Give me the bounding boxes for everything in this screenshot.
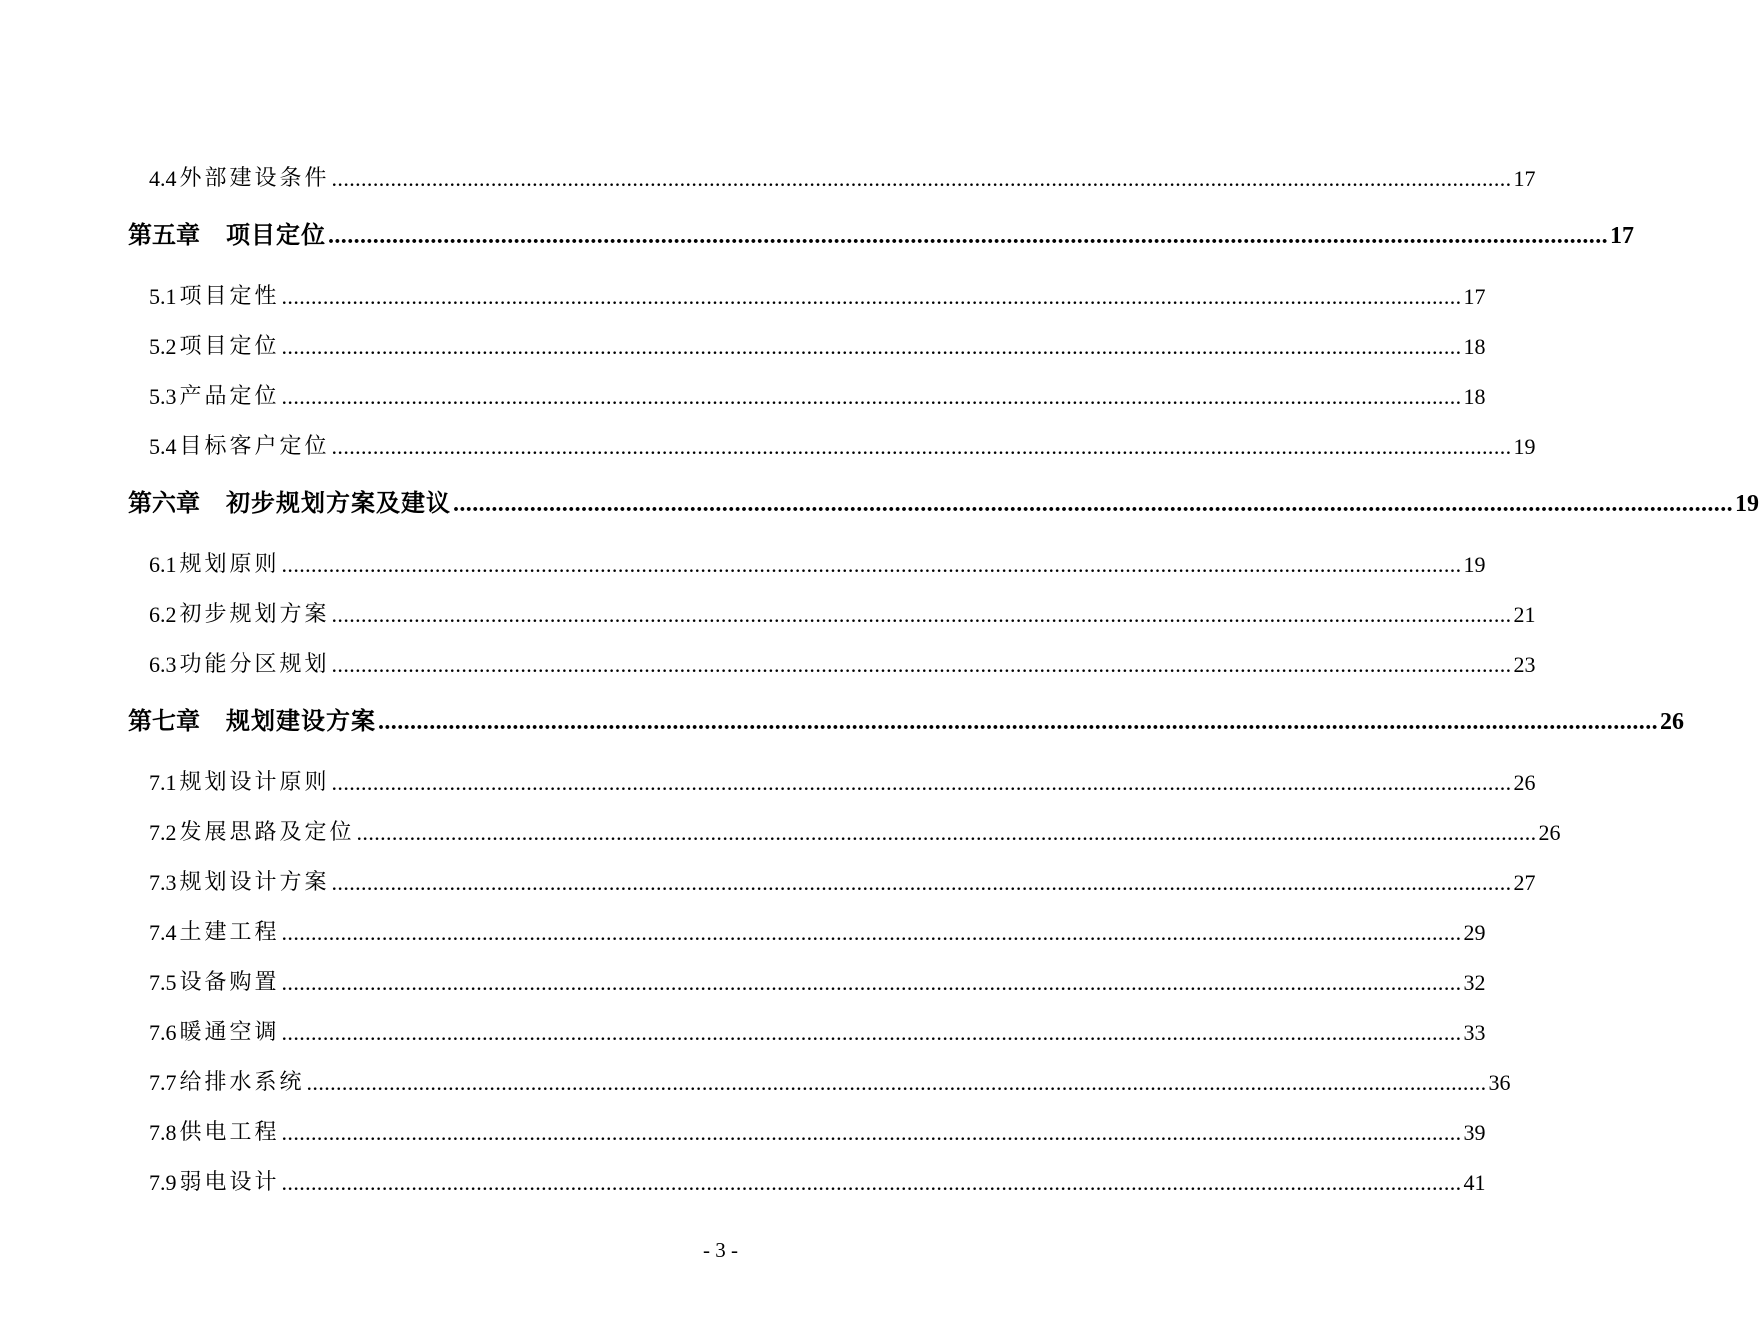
dot-leader: ........................................................................................................................................................................................................ bbox=[331, 166, 1512, 191]
dot-leader: ........................................................................................................................................................................................................ bbox=[328, 223, 1608, 249]
toc-entry[interactable] bbox=[0, 912, 1486, 946]
toc-entry-title: 供电工程 bbox=[179, 1120, 280, 1145]
toc-entry-page: 26 bbox=[1538, 820, 1561, 845]
toc-entry-number: 7.4 bbox=[149, 920, 177, 945]
toc-entry-page: 27 bbox=[1513, 870, 1536, 895]
dot-leader: ........................................................................................................................................................................................................ bbox=[281, 1020, 1462, 1045]
toc-entry-title: 设备购置 bbox=[179, 970, 280, 995]
toc-entry-page: 32 bbox=[1463, 970, 1486, 995]
toc-entry-page: 23 bbox=[1513, 652, 1536, 677]
toc-entry-title: 暖通空调 bbox=[179, 1020, 280, 1045]
page-footer bbox=[0, 1238, 950, 1268]
toc-entry[interactable] bbox=[0, 158, 1536, 192]
toc-entry[interactable] bbox=[0, 962, 1486, 996]
toc-entry[interactable] bbox=[0, 276, 1486, 310]
toc-chapter-number: 第七章 bbox=[128, 709, 200, 735]
toc-entry-title: 弱电设计 bbox=[179, 1170, 280, 1195]
dot-leader: ........................................................................................................................................................................................................ bbox=[281, 334, 1462, 359]
toc-entry-page: 33 bbox=[1463, 1020, 1486, 1045]
toc-chapter-number: 第五章 bbox=[128, 223, 200, 249]
toc-entry[interactable] bbox=[0, 326, 1486, 360]
toc-entry-page: 18 bbox=[1463, 334, 1486, 359]
toc-entry-page: 26 bbox=[1513, 770, 1536, 795]
dot-leader: ........................................................................................................................................................................................................ bbox=[331, 870, 1512, 895]
dot-leader: ........................................................................................................................................................................................................ bbox=[281, 384, 1462, 409]
toc-entry-title: 初步规划方案 bbox=[179, 602, 330, 627]
dot-leader: ........................................................................................................................................................................................................ bbox=[331, 434, 1512, 459]
dot-leader: ........................................................................................................................................................................................................ bbox=[331, 602, 1512, 627]
toc-entry-page: 21 bbox=[1513, 602, 1536, 627]
toc-entry[interactable] bbox=[0, 644, 1536, 678]
dot-leader: ........................................................................................................................................................................................................ bbox=[331, 652, 1512, 677]
toc-chapter-page: 17 bbox=[1610, 223, 1634, 249]
dot-leader: ........................................................................................................................................................................................................ bbox=[331, 770, 1512, 795]
toc-chapter-title: 规划建设方案 bbox=[226, 706, 376, 735]
toc-entry[interactable] bbox=[0, 376, 1486, 410]
toc-entry-page: 36 bbox=[1488, 1070, 1511, 1095]
toc-entry[interactable] bbox=[0, 426, 1536, 460]
dot-leader: ........................................................................................................................................................................................................ bbox=[453, 491, 1733, 517]
toc-chapter-number: 第六章 bbox=[128, 491, 200, 517]
toc-entry-number: 7.9 bbox=[149, 1170, 177, 1195]
toc-entry-number: 5.2 bbox=[149, 334, 177, 359]
toc-entry-number: 7.6 bbox=[149, 1020, 177, 1045]
toc-entry-title: 功能分区规划 bbox=[179, 652, 330, 677]
toc-chapter-title: 初步规划方案及建议 bbox=[226, 488, 451, 517]
toc-entry-number: 5.1 bbox=[149, 284, 177, 309]
toc-entry-title: 项目定性 bbox=[179, 284, 280, 309]
toc-chapter-entry[interactable] bbox=[0, 216, 1634, 250]
toc-entry-page: 41 bbox=[1463, 1170, 1486, 1195]
toc-chapter-page: 19 bbox=[1735, 491, 1759, 517]
dot-leader: ........................................................................................................................................................................................................ bbox=[281, 1120, 1462, 1145]
toc-entry-title: 目标客户定位 bbox=[179, 434, 330, 459]
toc-entry-page: 17 bbox=[1463, 284, 1486, 309]
toc-entry-number: 7.8 bbox=[149, 1120, 177, 1145]
toc-entry-page: 19 bbox=[1463, 552, 1486, 577]
toc-entry-number: 5.4 bbox=[149, 434, 177, 459]
toc-entry[interactable] bbox=[0, 862, 1536, 896]
toc-entry[interactable] bbox=[0, 594, 1536, 628]
toc-entry-number: 6.2 bbox=[149, 602, 177, 627]
toc-chapter-entry[interactable] bbox=[0, 702, 1684, 736]
toc-entry[interactable] bbox=[0, 1062, 1511, 1096]
toc-entry-page: 18 bbox=[1463, 384, 1486, 409]
toc-entry[interactable] bbox=[0, 1012, 1486, 1046]
toc-entry-title: 发展思路及定位 bbox=[179, 820, 355, 845]
toc-entry-number: 7.2 bbox=[149, 820, 177, 845]
toc-chapter-entry[interactable] bbox=[0, 484, 1759, 518]
toc-entry-number: 7.5 bbox=[149, 970, 177, 995]
dot-leader: ........................................................................................................................................................................................................ bbox=[378, 709, 1658, 735]
toc-entry-number: 7.3 bbox=[149, 870, 177, 895]
toc-entry-number: 7.7 bbox=[149, 1070, 177, 1095]
toc-entry[interactable] bbox=[0, 1112, 1486, 1146]
toc-entry[interactable] bbox=[0, 1162, 1486, 1196]
toc-entry-title: 产品定位 bbox=[179, 384, 280, 409]
toc-entry-title: 项目定位 bbox=[179, 334, 280, 359]
toc-entry-number: 7.1 bbox=[149, 770, 177, 795]
dot-leader: ........................................................................................................................................................................................................ bbox=[306, 1070, 1487, 1095]
toc-entry[interactable] bbox=[0, 812, 1561, 846]
toc-entry[interactable] bbox=[0, 762, 1536, 796]
dot-leader: ........................................................................................................................................................................................................ bbox=[281, 970, 1462, 995]
dot-leader: ........................................................................................................................................................................................................ bbox=[281, 552, 1462, 577]
toc-entry-title: 规划原则 bbox=[179, 552, 280, 577]
toc-entry-page: 29 bbox=[1463, 920, 1486, 945]
toc-entry-title: 给排水系统 bbox=[179, 1070, 305, 1095]
dot-leader: ........................................................................................................................................................................................................ bbox=[281, 920, 1462, 945]
toc-chapter-page: 26 bbox=[1660, 709, 1684, 735]
page-number: - 3 - bbox=[703, 1238, 738, 1262]
dot-leader: ........................................................................................................................................................................................................ bbox=[356, 820, 1537, 845]
toc-entry-page: 17 bbox=[1513, 166, 1536, 191]
toc-entry-number: 4.4 bbox=[149, 166, 177, 191]
toc-entry-title: 规划设计方案 bbox=[179, 870, 330, 895]
toc-entry-number: 5.3 bbox=[149, 384, 177, 409]
toc-entry-title: 规划设计原则 bbox=[179, 770, 330, 795]
toc-entry[interactable] bbox=[0, 544, 1486, 578]
toc-entry-number: 6.3 bbox=[149, 652, 177, 677]
toc-entry-page: 19 bbox=[1513, 434, 1536, 459]
toc-entry-title: 土建工程 bbox=[179, 920, 280, 945]
toc-entry-title: 外部建设条件 bbox=[179, 166, 330, 191]
toc-chapter-title: 项目定位 bbox=[226, 220, 326, 249]
toc-entry-page: 39 bbox=[1463, 1120, 1486, 1145]
dot-leader: ........................................................................................................................................................................................................ bbox=[281, 284, 1462, 309]
dot-leader: ........................................................................................................................................................................................................ bbox=[281, 1170, 1462, 1195]
toc-entry-number: 6.1 bbox=[149, 552, 177, 577]
